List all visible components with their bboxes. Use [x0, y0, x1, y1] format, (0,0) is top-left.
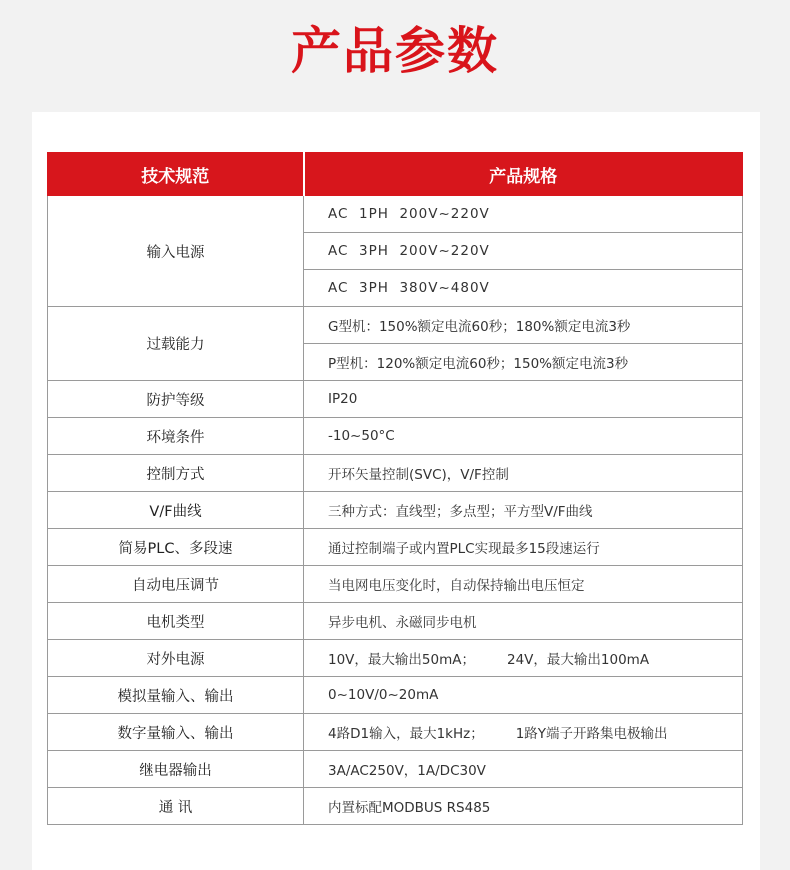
row-label-input-power: 输入电源: [48, 196, 304, 307]
page-title: 产品参数: [291, 22, 499, 80]
header-product-spec: 产品规格: [304, 153, 743, 196]
table-row: [48, 566, 743, 603]
row-label: 控制方式: [48, 455, 304, 492]
header-spec: 技术规范: [48, 153, 304, 196]
row-value: AC 3PH 380V~480V: [304, 270, 743, 307]
table-row: [48, 788, 743, 825]
row-value: 开环矢量控制(SVC)，V/F控制: [304, 455, 743, 492]
row-label-relay: 继电器输出: [48, 751, 304, 788]
table-row: [48, 381, 743, 418]
row-value: AC 3PH 200V~220V: [304, 233, 743, 270]
row-value: [304, 640, 743, 677]
table-row: [48, 751, 743, 788]
spec-table: [47, 152, 743, 825]
digital-io-a: 4路D1输入，最大1kHz；: [328, 726, 484, 742]
table-row: [48, 603, 743, 640]
row-value: P型机：120%额定电流60秒；150%额定电流3秒: [304, 344, 743, 381]
row-label: V/F曲线: [48, 492, 304, 529]
external-power-a: 10V，最大输出50mA；: [328, 652, 475, 668]
table-header-row: [48, 153, 743, 196]
row-label-overload: 过载能力: [48, 307, 304, 381]
row-value: 异步电机、永磁同步电机: [304, 603, 743, 640]
row-value: 通过控制端子或内置PLC实现最多15段速运行: [304, 529, 743, 566]
table-row: [48, 714, 743, 751]
spec-card: [32, 112, 760, 870]
row-label: 电机类型: [48, 603, 304, 640]
row-value: 三种方式：直线型；多点型；平方型V/F曲线: [304, 492, 743, 529]
table-row: [48, 492, 743, 529]
table-row: [48, 529, 743, 566]
table-row: [48, 418, 743, 455]
row-label: 环境条件: [48, 418, 304, 455]
row-value: [304, 714, 743, 751]
row-label-analog-io: 模拟量输入、输出: [48, 677, 304, 714]
table-row: [48, 196, 743, 233]
row-label: 自动电压调节: [48, 566, 304, 603]
row-value: 内置标配MODBUS RS485: [304, 788, 743, 825]
row-label-comm: 通 讯: [48, 788, 304, 825]
row-label-external-power: 对外电源: [48, 640, 304, 677]
table-row: [48, 455, 743, 492]
table-row: [48, 640, 743, 677]
row-value: AC 1PH 200V~220V: [304, 196, 743, 233]
external-power-b: 24V，最大输出100mA: [506, 652, 650, 668]
row-label: 简易PLC、多段速: [48, 529, 304, 566]
row-value: G型机：150%额定电流60秒；180%额定电流3秒: [304, 307, 743, 344]
digital-io-b: 1路Y端子开路集电极输出: [515, 726, 668, 742]
row-value: 0~10V/0~20mA: [304, 677, 743, 714]
row-label-digital-io: 数字量输入、输出: [48, 714, 304, 751]
row-value: 3A/AC250V，1A/DC30V: [304, 751, 743, 788]
table-row: [48, 677, 743, 714]
row-value: -10~50°C: [304, 418, 743, 455]
row-value: IP20: [304, 381, 743, 418]
row-label: 防护等级: [48, 381, 304, 418]
row-value: 当电网电压变化时，自动保持输出电压恒定: [304, 566, 743, 603]
table-row: [48, 307, 743, 344]
